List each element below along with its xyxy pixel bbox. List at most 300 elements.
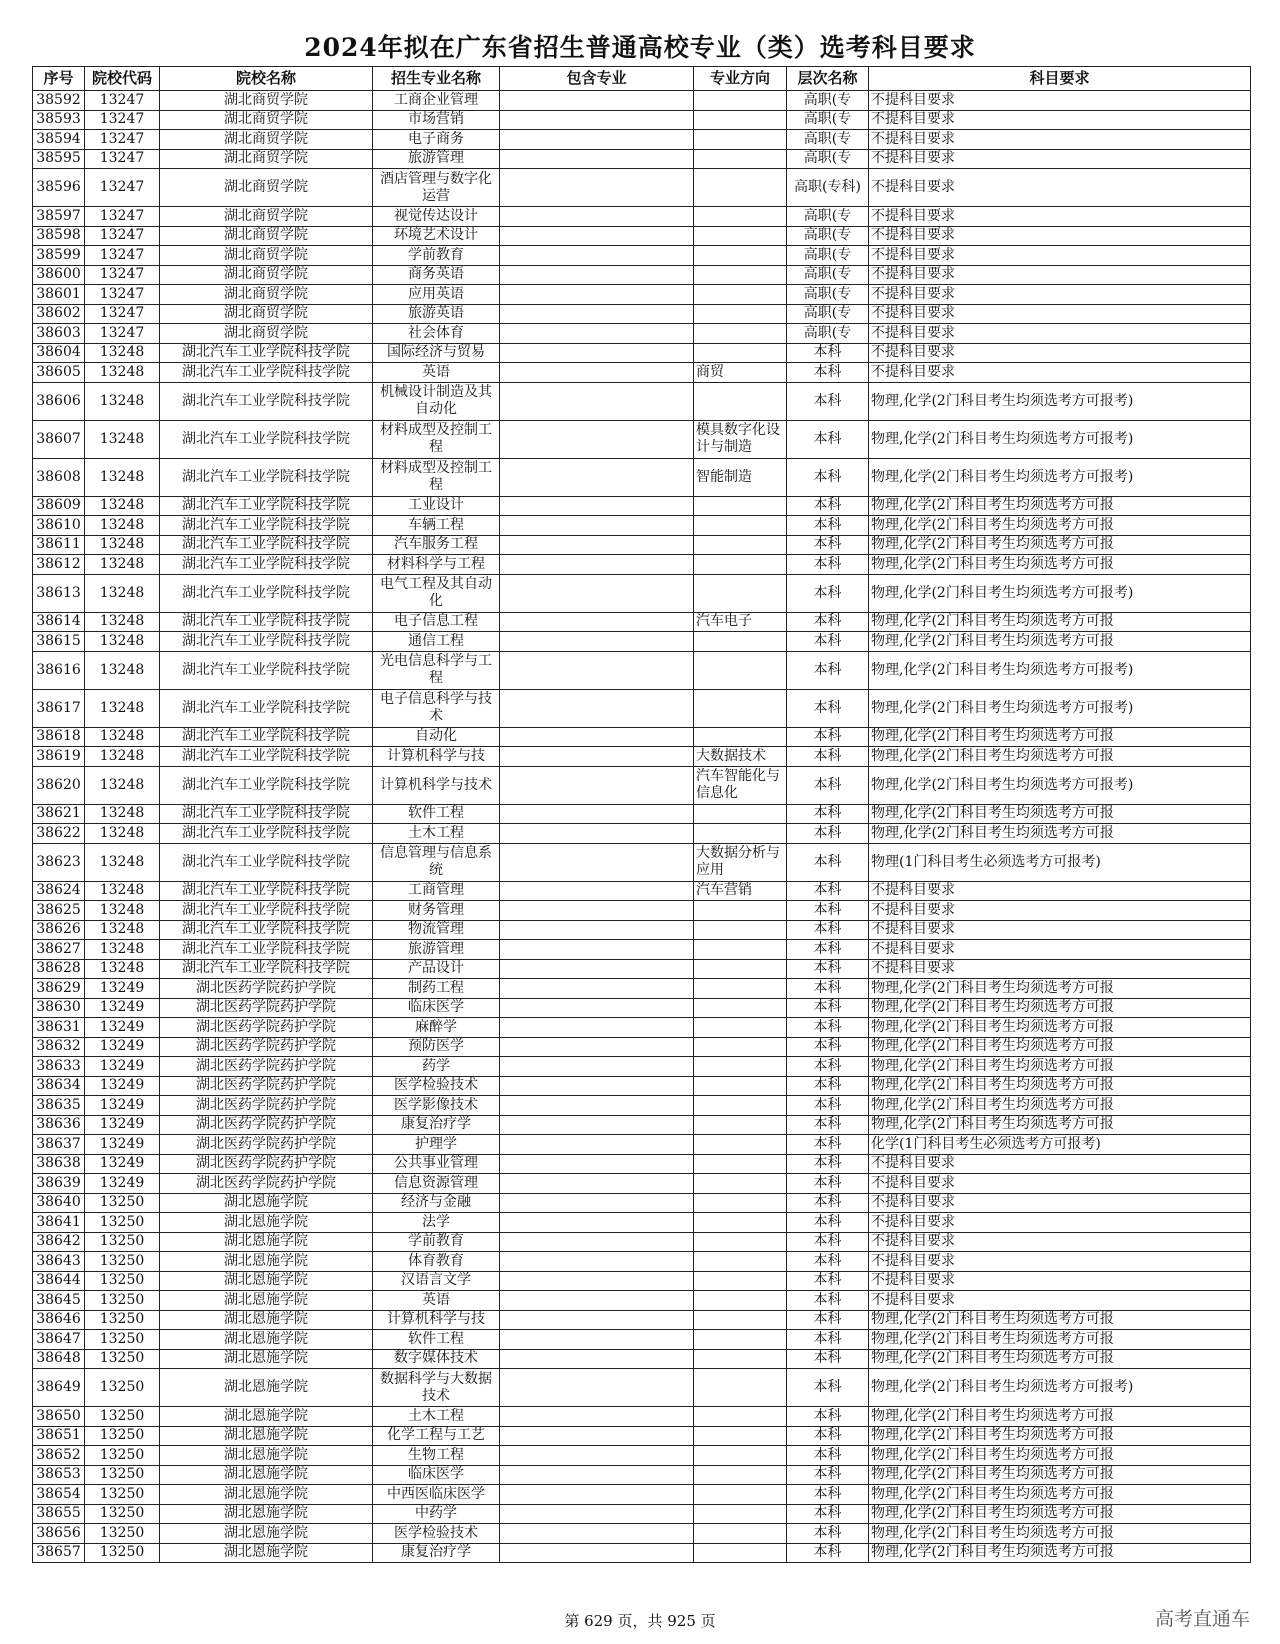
row-subject-requirement: [869, 1349, 1251, 1369]
row-school-name: [160, 1426, 373, 1446]
row-major-name: [373, 1037, 500, 1057]
row-school-code: [85, 881, 160, 901]
row-major-name: [373, 632, 500, 652]
row-school-name: [160, 1524, 373, 1544]
row-level-text: 高职(专: [803, 130, 852, 147]
row-index: [33, 1115, 85, 1135]
row-index: [33, 1076, 85, 1096]
row-major-name-text: 产品设计: [408, 960, 464, 977]
row-school-code: [85, 1076, 160, 1096]
watermark-text: 高考直通车: [1154, 1608, 1250, 1630]
row-subject-requirement-text: 物理,化学(2门科目考生均须选考方可报: [871, 536, 1114, 553]
row-subject-requirement-text: 物理,化学(2门科目考生均须选考方可报: [871, 999, 1114, 1016]
table-row: [33, 343, 1251, 363]
row-level: [787, 1037, 869, 1057]
row-major-direction: [694, 920, 787, 940]
row-level-text: 本科: [813, 999, 842, 1016]
row-major-direction: [694, 1485, 787, 1505]
row-school-code: [85, 1291, 160, 1311]
row-index-text: 38649: [36, 1379, 81, 1395]
row-index-text: 38599: [36, 246, 81, 263]
row-school-name-text: 湖北恩施学院: [224, 1233, 308, 1250]
row-included-major: [500, 1154, 694, 1174]
row-subject-requirement: [869, 689, 1251, 727]
row-major-name: [373, 1057, 500, 1077]
row-index: [33, 940, 85, 960]
row-subject-requirement-text: 物理,化学(2门科目考生均须选考方可报: [871, 1407, 1114, 1424]
row-index-text: 38597: [36, 207, 81, 224]
row-school-name: [160, 1349, 373, 1369]
row-school-code-text: 13249: [99, 1096, 145, 1113]
row-subject-requirement: [869, 535, 1251, 555]
row-subject-requirement: [869, 1057, 1251, 1077]
row-major-name: [373, 382, 500, 420]
row-level-text: 本科: [813, 1379, 842, 1395]
row-included-major: [500, 1096, 694, 1116]
row-school-code-text: 13249: [99, 1057, 145, 1074]
row-subject-requirement: [869, 1154, 1251, 1174]
row-major-name-text: 中药学: [415, 1505, 457, 1522]
row-included-major: [500, 1465, 694, 1485]
row-school-name-text: 湖北医药学院药护学院: [196, 1038, 336, 1055]
row-index: [33, 612, 85, 632]
row-major-direction: [694, 612, 787, 632]
row-index-text: 38595: [36, 150, 81, 167]
row-index: [33, 1271, 85, 1291]
row-major-name: [373, 555, 500, 575]
row-subject-requirement-text: 不提科目要求: [871, 130, 955, 147]
row-major-direction: [694, 496, 787, 516]
table-row: [33, 130, 1251, 150]
row-included-major: [500, 901, 694, 921]
row-index: [33, 1057, 85, 1077]
row-index-text: 38600: [36, 266, 81, 283]
row-subject-requirement-text: 不提科目要求: [871, 285, 955, 302]
row-index-text: 38620: [36, 776, 81, 793]
row-major-direction: [694, 130, 787, 150]
row-major-name-text: 数字媒体技术: [394, 1350, 478, 1367]
row-school-name-text: 湖北医药学院药护学院: [196, 1077, 336, 1094]
row-major-direction: [694, 1310, 787, 1330]
table-row: [33, 1504, 1251, 1524]
row-school-code-text: 13250: [99, 1379, 145, 1395]
row-school-code: [85, 343, 160, 363]
row-index-text: 38624: [36, 882, 81, 899]
table-row: [33, 226, 1251, 246]
row-school-name: [160, 555, 373, 575]
row-major-direction: [694, 324, 787, 344]
row-subject-requirement-text: 物理,化学(2门科目考生均须选考方可报: [871, 747, 1114, 764]
row-school-name-text: 湖北医药学院药护学院: [196, 1018, 336, 1035]
row-school-name-text: 湖北恩施学院: [224, 1407, 308, 1424]
row-major-name: [373, 246, 500, 266]
row-major-name: [373, 940, 500, 960]
row-school-code: [85, 382, 160, 420]
row-index: [33, 1291, 85, 1311]
row-school-code-text: 13250: [99, 1291, 145, 1308]
row-school-name: [160, 1252, 373, 1272]
row-level-text: 本科: [813, 747, 842, 764]
row-subject-requirement-text: 物理,化学(2门科目考生均须选考方可报: [871, 1116, 1114, 1133]
row-school-name: [160, 940, 373, 960]
row-major-direction: [694, 1096, 787, 1116]
row-school-code-text: 13247: [99, 305, 145, 322]
row-school-code: [85, 420, 160, 458]
row-level: [787, 110, 869, 130]
row-index-text: 38641: [36, 1213, 81, 1230]
row-level-text: 本科: [813, 1272, 842, 1289]
row-level: [787, 1524, 869, 1544]
row-index: [33, 1096, 85, 1116]
table-row: [33, 1426, 1251, 1446]
row-school-name: [160, 1115, 373, 1135]
row-major-name: [373, 1310, 500, 1330]
row-level-text: 本科: [813, 805, 842, 822]
row-school-code: [85, 285, 160, 305]
row-school-code: [85, 363, 160, 383]
row-level: [787, 1096, 869, 1116]
row-school-name-text: 湖北商贸学院: [224, 207, 308, 224]
row-school-code-text: 13248: [99, 497, 145, 514]
row-major-name: [373, 110, 500, 130]
row-level: [787, 920, 869, 940]
row-school-code-text: 13247: [99, 227, 145, 244]
row-subject-requirement: [869, 1524, 1251, 1544]
row-school-code: [85, 1154, 160, 1174]
row-major-name-text: 医学影像技术: [394, 1096, 478, 1113]
row-school-code-text: 13247: [99, 246, 145, 263]
row-school-code: [85, 1485, 160, 1505]
row-school-name-text: 湖北恩施学院: [224, 1524, 308, 1541]
row-index: [33, 1193, 85, 1213]
row-index: [33, 1485, 85, 1505]
row-school-name: [160, 998, 373, 1018]
row-school-name-text: 湖北汽车工业学院科技学院: [182, 497, 350, 514]
row-level: [787, 1057, 869, 1077]
row-school-name-text: 湖北汽车工业学院科技学院: [182, 555, 350, 572]
row-subject-requirement-text: 不提科目要求: [871, 1174, 955, 1191]
row-major-name: [373, 1232, 500, 1252]
row-subject-requirement-text: 物理,化学(2门科目考生均须选考方可报: [871, 979, 1114, 996]
row-school-name-text: 湖北汽车工业学院科技学院: [182, 805, 350, 822]
row-major-direction: [694, 1115, 787, 1135]
row-school-name: [160, 574, 373, 612]
table-row: [33, 246, 1251, 266]
row-school-name-text: 湖北汽车工业学院科技学院: [182, 584, 350, 601]
page-footer: 第 629 页，共 925 页: [564, 1612, 716, 1630]
row-index-text: 38603: [36, 324, 81, 341]
row-school-code: [85, 246, 160, 266]
row-school-code-text: 13248: [99, 805, 145, 822]
row-school-name-text: 湖北商贸学院: [224, 111, 308, 128]
row-school-name-text: 湖北汽车工业学院科技学院: [182, 901, 350, 918]
row-subject-requirement-text: 物理,化学(2门科目考生均须选考方可报: [871, 805, 1114, 822]
row-major-direction: [694, 149, 787, 169]
row-index-text: 38653: [36, 1466, 81, 1483]
row-level: [787, 651, 869, 689]
row-included-major: [500, 998, 694, 1018]
row-included-major: [500, 130, 694, 150]
row-school-code-text: 13250: [99, 1524, 145, 1541]
row-major-name: [373, 1193, 500, 1213]
row-subject-requirement: [869, 496, 1251, 516]
row-school-code-text: 13248: [99, 960, 145, 977]
row-school-code: [85, 1193, 160, 1213]
row-index: [33, 632, 85, 652]
row-major-name-text: 电子信息工程: [394, 613, 478, 630]
row-included-major: [500, 1115, 694, 1135]
row-subject-requirement-text: 不提科目要求: [871, 344, 955, 361]
row-subject-requirement: [869, 1291, 1251, 1311]
row-subject-requirement-text: 物理,化学(2门科目考生均须选考方可报考): [871, 468, 1134, 485]
row-index-text: 38617: [36, 699, 81, 716]
row-major-name-text: 经济与金融: [401, 1194, 471, 1211]
row-major-direction: [694, 285, 787, 305]
table-row: [33, 1232, 1251, 1252]
row-level-text: 本科: [813, 1096, 842, 1113]
row-major-name-text: 汽车服务工程: [394, 536, 478, 553]
row-level: [787, 998, 869, 1018]
row-subject-requirement: [869, 1018, 1251, 1038]
row-level: [787, 246, 869, 266]
row-school-code-text: 13248: [99, 430, 145, 447]
row-subject-requirement-text: 物理,化学(2门科目考生均须选考方可报: [871, 1038, 1114, 1055]
row-major-name-text: 社会体育: [408, 324, 464, 341]
row-included-major: [500, 1174, 694, 1194]
row-subject-requirement: [869, 149, 1251, 169]
row-school-code: [85, 1407, 160, 1427]
row-level-text: 本科: [813, 1252, 842, 1269]
row-index: [33, 110, 85, 130]
row-school-name-text: 湖北恩施学院: [224, 1379, 308, 1395]
row-major-name-text: 法学: [422, 1213, 450, 1230]
row-school-name: [160, 824, 373, 844]
row-school-code-text: 13247: [99, 285, 145, 302]
row-school-code-text: 13249: [99, 1116, 145, 1133]
table-row: [33, 304, 1251, 324]
row-school-code-text: 13248: [99, 555, 145, 572]
row-school-name-text: 湖北汽车工业学院科技学院: [182, 824, 350, 841]
table-row: [33, 1369, 1251, 1407]
row-major-name-text: 护理学: [415, 1135, 457, 1152]
row-subject-requirement-text: 物理,化学(2门科目考生均须选考方可报: [871, 555, 1114, 572]
row-major-name: [373, 747, 500, 767]
row-level: [787, 1349, 869, 1369]
table-row: [33, 843, 1251, 881]
row-subject-requirement-text: 物理,化学(2门科目考生均须选考方可报: [871, 1544, 1114, 1561]
row-school-code-text: 13248: [99, 344, 145, 361]
row-level-text: 本科: [813, 1057, 842, 1074]
row-index: [33, 1310, 85, 1330]
row-school-code-text: 13249: [99, 979, 145, 996]
row-school-code: [85, 959, 160, 979]
row-level-text: 本科: [813, 516, 842, 533]
row-major-name: [373, 1349, 500, 1369]
row-major-direction: [694, 458, 787, 496]
row-level: [787, 91, 869, 111]
row-major-direction: [694, 1135, 787, 1155]
row-major-direction: [694, 382, 787, 420]
row-subject-requirement-text: 不提科目要求: [871, 901, 955, 918]
row-school-code-text: 13247: [99, 179, 145, 195]
row-level: [787, 804, 869, 824]
row-major-name: [373, 535, 500, 555]
row-level-text: 高职(专科): [794, 179, 861, 195]
row-included-major: [500, 612, 694, 632]
row-level-text: 本科: [813, 497, 842, 514]
row-school-code: [85, 1057, 160, 1077]
row-major-direction: [694, 632, 787, 652]
row-major-name: [373, 363, 500, 383]
row-subject-requirement: [869, 1446, 1251, 1466]
row-index-text: 38647: [36, 1330, 81, 1347]
row-subject-requirement: [869, 169, 1251, 207]
row-school-name-text: 湖北商贸学院: [224, 266, 308, 283]
row-major-name: [373, 265, 500, 285]
row-school-name-text: 湖北医药学院药护学院: [196, 1135, 336, 1152]
row-major-name-text: 临床医学: [408, 1466, 464, 1483]
row-school-name-text: 湖北汽车工业学院科技学院: [182, 921, 350, 938]
row-index-text: 38606: [36, 392, 81, 409]
row-school-name: [160, 651, 373, 689]
row-included-major: [500, 1037, 694, 1057]
page-title: 2024年拟在广东省招生普通高校专业（类）选考科目要求: [304, 33, 976, 62]
row-subject-requirement-text: 化学(1门科目考生必须选考方可报考): [871, 1135, 1101, 1152]
row-school-code: [85, 265, 160, 285]
row-school-code-text: 13247: [99, 150, 145, 167]
row-major-name: [373, 149, 500, 169]
row-major-direction: [694, 998, 787, 1018]
row-index: [33, 901, 85, 921]
row-major-name: [373, 1543, 500, 1563]
row-major-name-text: 通信工程: [408, 632, 464, 649]
row-major-name-text: 康复治疗学: [401, 1116, 471, 1133]
row-major-direction: [694, 1446, 787, 1466]
row-major-direction: [694, 1524, 787, 1544]
row-level-text: 高职(专: [803, 207, 852, 224]
row-level-text: 本科: [813, 1291, 842, 1308]
row-subject-requirement: [869, 458, 1251, 496]
row-major-direction: [694, 1426, 787, 1446]
row-school-code: [85, 169, 160, 207]
row-level: [787, 1252, 869, 1272]
row-included-major: [500, 1232, 694, 1252]
row-major-name-text: 环境艺术设计: [394, 227, 478, 244]
row-major-name-text: 英语: [422, 363, 450, 380]
row-subject-requirement: [869, 747, 1251, 767]
row-subject-requirement-text: 不提科目要求: [871, 1213, 955, 1230]
row-subject-requirement: [869, 1407, 1251, 1427]
row-included-major: [500, 1543, 694, 1563]
row-index: [33, 747, 85, 767]
row-school-code: [85, 1349, 160, 1369]
row-school-code: [85, 1426, 160, 1446]
row-index-text: 38648: [36, 1350, 81, 1367]
row-school-name: [160, 1407, 373, 1427]
row-school-name-text: 湖北汽车工业学院科技学院: [182, 882, 350, 899]
row-school-code: [85, 304, 160, 324]
row-school-name: [160, 1504, 373, 1524]
row-major-direction: [694, 110, 787, 130]
row-school-name-text: 湖北恩施学院: [224, 1291, 308, 1308]
row-school-name: [160, 959, 373, 979]
row-index-text: 38640: [36, 1194, 81, 1211]
header-level: 层次名称: [787, 67, 869, 91]
row-school-code: [85, 1096, 160, 1116]
row-level: [787, 632, 869, 652]
row-school-name: [160, 1213, 373, 1233]
row-school-code-text: 13250: [99, 1544, 145, 1561]
row-major-direction: [694, 420, 787, 458]
row-major-name-text: 制药工程: [408, 979, 464, 996]
row-major-name: [373, 1135, 500, 1155]
row-subject-requirement: [869, 612, 1251, 632]
row-subject-requirement: [869, 920, 1251, 940]
row-major-direction: [694, 651, 787, 689]
row-index: [33, 1465, 85, 1485]
row-school-code-text: 13250: [99, 1330, 145, 1347]
row-subject-requirement-text: 物理,化学(2门科目考生均须选考方可报: [871, 516, 1114, 533]
row-index: [33, 1174, 85, 1194]
row-school-code-text: 13247: [99, 266, 145, 283]
row-major-name: [373, 824, 500, 844]
row-included-major: [500, 1407, 694, 1427]
row-major-name: [373, 766, 500, 804]
row-major-name: [373, 343, 500, 363]
row-index-text: 38630: [36, 999, 81, 1016]
row-level-text: 本科: [813, 1524, 842, 1541]
row-included-major: [500, 727, 694, 747]
row-school-name-text: 湖北恩施学院: [224, 1427, 308, 1444]
row-index: [33, 979, 85, 999]
row-school-name-text: 湖北汽车工业学院科技学院: [182, 960, 350, 977]
row-school-name: [160, 1465, 373, 1485]
row-school-name-text: 湖北汽车工业学院科技学院: [182, 363, 350, 380]
row-major-name: [373, 1252, 500, 1272]
row-included-major: [500, 226, 694, 246]
row-subject-requirement-text: 不提科目要求: [871, 324, 955, 341]
row-school-name: [160, 516, 373, 536]
row-major-name: [373, 1271, 500, 1291]
row-index: [33, 285, 85, 305]
row-index: [33, 1232, 85, 1252]
row-major-direction: [694, 1057, 787, 1077]
row-school-code: [85, 979, 160, 999]
row-major-name-text: 医学检验技术: [394, 1077, 478, 1094]
row-major-name: [373, 1407, 500, 1427]
row-included-major: [500, 265, 694, 285]
row-subject-requirement-text: 不提科目要求: [871, 111, 955, 128]
row-major-name: [373, 612, 500, 632]
row-subject-requirement-text: 不提科目要求: [871, 1272, 955, 1289]
row-subject-requirement: [869, 881, 1251, 901]
row-index: [33, 207, 85, 227]
row-included-major: [500, 1349, 694, 1369]
row-included-major: [500, 881, 694, 901]
row-subject-requirement-text: 不提科目要求: [871, 91, 955, 108]
row-subject-requirement-text: 不提科目要求: [871, 1155, 955, 1172]
row-level: [787, 207, 869, 227]
row-major-name: [373, 1213, 500, 1233]
table-row: [33, 1135, 1251, 1155]
table-row: [33, 651, 1251, 689]
row-subject-requirement-text: 不提科目要求: [871, 305, 955, 322]
row-level-text: 高职(专: [803, 324, 852, 341]
row-included-major: [500, 555, 694, 575]
row-level: [787, 149, 869, 169]
row-subject-requirement: [869, 226, 1251, 246]
row-major-direction: [694, 747, 787, 767]
